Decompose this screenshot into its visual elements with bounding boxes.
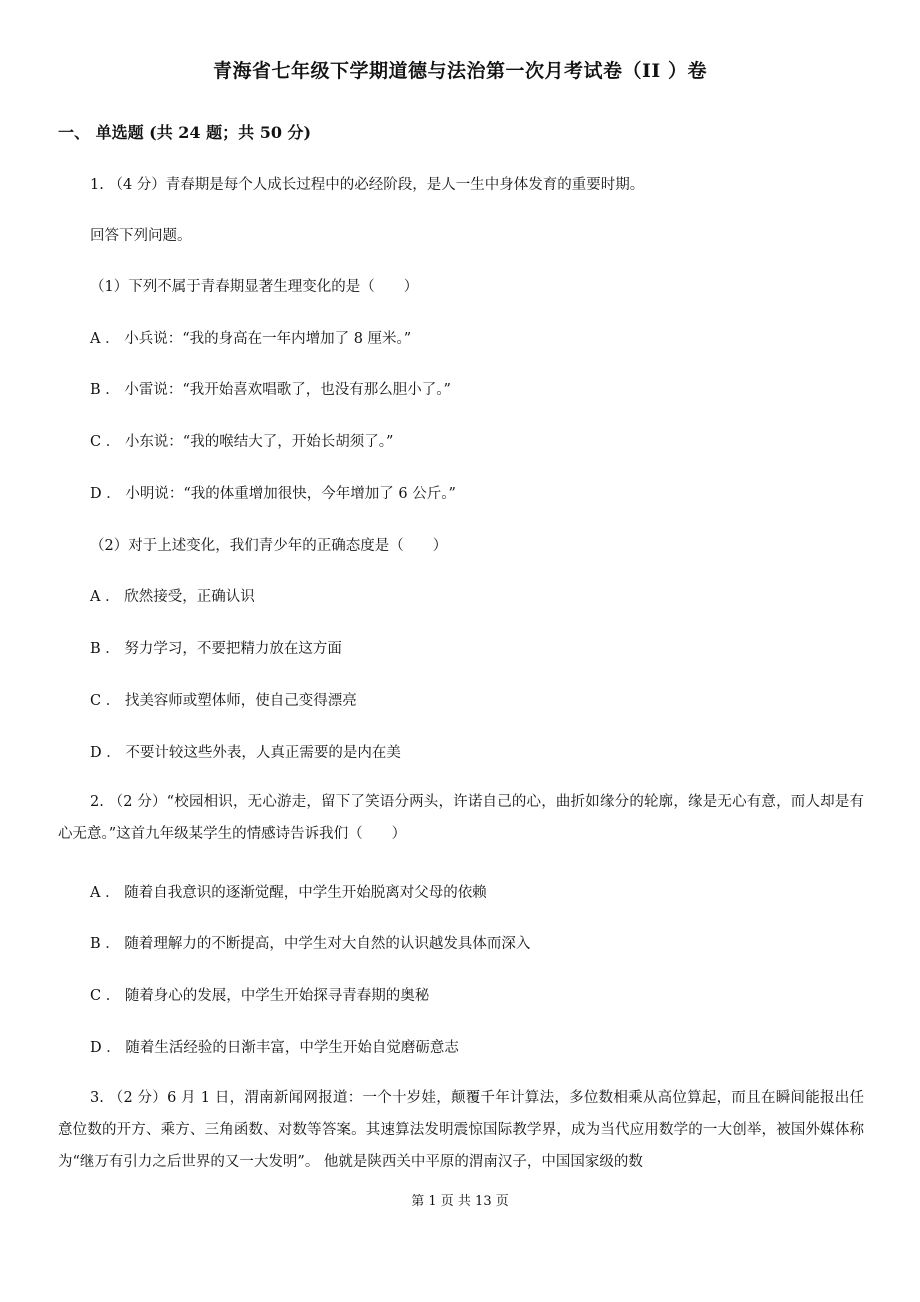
question-1-prompt: 回答下列问题。 xyxy=(90,228,192,244)
option-c: C ． 小东说：“我的喉结大了，开始长胡须了。” xyxy=(90,434,394,450)
question-1-stem: 1. （4 分）青春期是每个人成长过程中的必经阶段，是人一生中身体发育的重要时期。 xyxy=(90,177,645,193)
question-3-stem-text: 3. （2 分）6 月 1 日，渭南新闻网报道：一个十岁娃，颠覆千年计算法，多位数相乘从高位算起，而且在瞬间能报出任意位数的开方、乘方、三角函数、对数等答案。其速算法发明震惊国际教学界，成为当代应用数学的一大创举，被国外媒体称为“继万有引力之后世界的又一大发明”。 他就是陕西关中平原的渭南汉子，中国国家级的数 xyxy=(58,1090,864,1170)
question-2-stem-text: 2. （2 分）“校园相识，无心游走，留下了笑语分两头，许诺自己的心，曲折如缘分的轮廓，缘是无心有意，而人却是有心无意。”这首九年级某学生的情感诗告诉我们（ ） xyxy=(58,794,864,842)
option-b: B ． 小雷说：“我开始喜欢唱歌了，也没有那么胆小了。” xyxy=(90,382,451,398)
option-b: B ． 努力学习，不要把精力放在这方面 xyxy=(90,641,342,657)
section-heading: 一、 单选题 (共 24 题；共 50 分) xyxy=(58,123,312,142)
option-c: C ． 找美容师或塑体师，使自己变得漂亮 xyxy=(90,693,357,709)
option-a: A ． 小兵说：“我的身高在一年内增加了 8 厘米。” xyxy=(90,331,412,347)
option-b: B ． 随着理解力的不断提高，中学生对大自然的认识越发具体而深入 xyxy=(90,936,531,952)
option-d: D ． 随着生活经验的日渐丰富，中学生开始自觉磨砺意志 xyxy=(90,1040,459,1056)
option-c: C ． 随着身心的发展，中学生开始探寻青春期的奥秘 xyxy=(90,988,430,1004)
question-3-stem xyxy=(58,1082,864,1178)
page-title: 青海省七年级下学期道德与法治第一次月考试卷（II ）卷 xyxy=(213,60,707,82)
question-1-sub-2-stem: （2）对于上述变化，我们青少年的正确态度是（ ） xyxy=(90,538,448,554)
option-d: D ． 不要计较这些外表，人真正需要的是内在美 xyxy=(90,745,401,761)
option-d: D ． 小明说：“我的体重增加很快，今年增加了 6 公斤。” xyxy=(90,486,456,502)
page-footer: 第 1 页 共 13 页 xyxy=(411,1194,509,1209)
option-a: A ． 随着自我意识的逐渐觉醒，中学生开始脱离对父母的依赖 xyxy=(90,885,487,901)
question-2-stem xyxy=(58,786,864,850)
question-1-sub-1-stem: （1）下列不属于青春期显著生理变化的是（ ） xyxy=(90,279,419,295)
option-a: A ． 欣然接受，正确认识 xyxy=(90,589,255,605)
